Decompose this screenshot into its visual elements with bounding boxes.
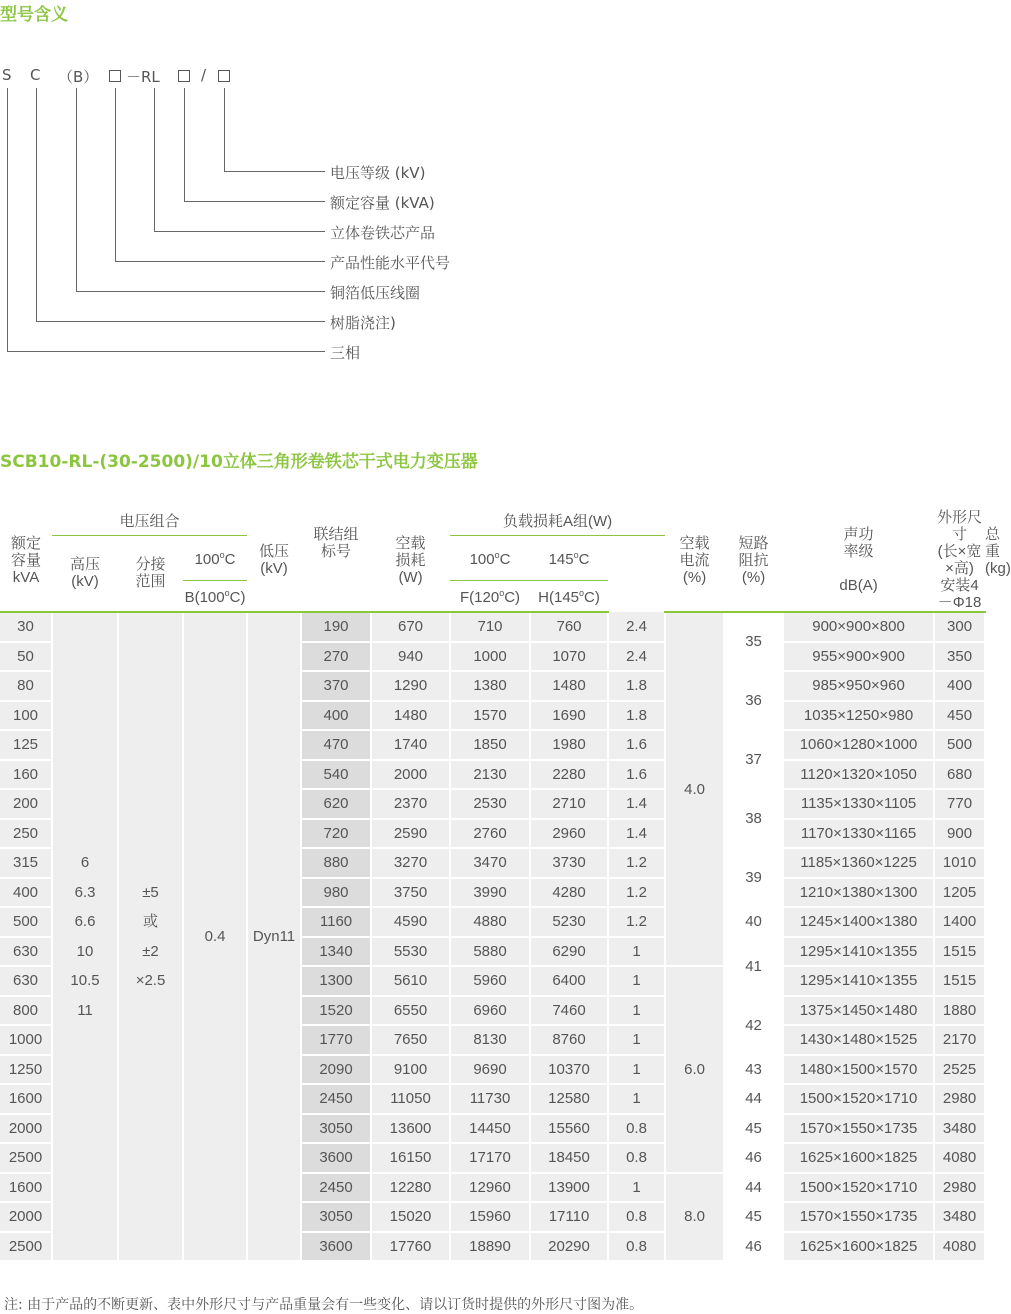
cell-no-load-current: 1 [608, 937, 665, 967]
cell-load-loss-b: 2370 [371, 789, 450, 819]
cell-sound-level: 46 [724, 1143, 783, 1173]
cell-dimensions: 1375×1450×1480 [783, 996, 934, 1026]
cell-load-loss-b: 670 [371, 612, 450, 642]
cell-sound-level: 44 [724, 1084, 783, 1114]
spec-table [0, 509, 1011, 1262]
cell-capacity: 2000 [0, 1114, 52, 1144]
cell-no-load-loss: 2090 [301, 1055, 371, 1085]
legend-performance-code: 产品性能水平代号 [330, 254, 451, 272]
cell-capacity: 125 [0, 730, 52, 760]
cell-dimensions: 1625×1600×1825 [783, 1232, 934, 1262]
cell-capacity: 1600 [0, 1173, 52, 1203]
cell-no-load-loss: 3600 [301, 1232, 371, 1262]
cell-load-loss-h: 12580 [530, 1084, 608, 1114]
cell-weight: 2980 [934, 1084, 985, 1114]
cell-load-loss-f: 9690 [450, 1055, 530, 1085]
cell-dimensions: 955×900×900 [783, 642, 934, 672]
cell-capacity: 400 [0, 878, 52, 908]
cell-sound-level: 36 [724, 671, 783, 730]
cell-hv-values: 6 6.3 6.6 10 10.5 11 [52, 612, 118, 1261]
cell-load-loss-b: 16150 [371, 1143, 450, 1173]
cell-load-loss-f: 4880 [450, 907, 530, 937]
th-sound-unit: dB(A) [839, 577, 878, 594]
cell-load-loss-f: 11730 [450, 1084, 530, 1114]
cell-load-loss-h: 8760 [530, 1025, 608, 1055]
cell-capacity: 30 [0, 612, 52, 642]
cell-dimensions: 1185×1360×1225 [783, 848, 934, 878]
cell-load-loss-f: 2130 [450, 760, 530, 790]
cell-capacity: 160 [0, 760, 52, 790]
th-ll-h-top: 145$^o$C [530, 535, 608, 580]
cell-weight: 1515 [934, 966, 985, 996]
cell-weight: 3480 [934, 1114, 985, 1144]
cell-no-load-current: 0.8 [608, 1114, 665, 1144]
table-title: SCB10-RL-(30-2500)/10立体三角形卷铁芯干式电力变压器 [0, 452, 478, 472]
cell-dimensions: 1500×1520×1710 [783, 1173, 934, 1203]
cell-sound-level: 45 [724, 1114, 783, 1144]
cell-no-load-loss: 2450 [301, 1084, 371, 1114]
cell-load-loss-h: 5230 [530, 907, 608, 937]
cell-no-load-current: 1.8 [608, 701, 665, 731]
cell-load-loss-h: 17110 [530, 1202, 608, 1232]
cell-no-load-current: 1 [608, 1055, 665, 1085]
legend-wound-core: 立体卷铁芯产品 [330, 224, 436, 242]
cell-sound-level: 40 [724, 907, 783, 937]
cell-impedance: 8.0 [665, 1173, 724, 1262]
legend-rated-capacity: 额定容量 (kVA) [330, 194, 435, 212]
cell-no-load-loss: 3050 [301, 1202, 371, 1232]
cell-load-loss-f: 3470 [450, 848, 530, 878]
cell-no-load-current: 1.6 [608, 760, 665, 790]
cell-load-loss-f: 12960 [450, 1173, 530, 1203]
th-load-loss-group: 负载损耗A组(W) [450, 509, 665, 535]
cell-dimensions: 1500×1520×1710 [783, 1084, 934, 1114]
table-body [0, 612, 985, 1261]
th-ll-f-bottom: F(120$^o$C) [450, 580, 530, 612]
cell-load-loss-h: 6290 [530, 937, 608, 967]
cell-load-loss-b: 5610 [371, 966, 450, 996]
cell-load-loss-b: 2000 [371, 760, 450, 790]
cell-weight: 4080 [934, 1143, 985, 1173]
cell-weight: 400 [934, 671, 985, 701]
code-box-capacity [178, 70, 190, 82]
cell-no-load-loss: 3050 [301, 1114, 371, 1144]
cell-capacity: 630 [0, 966, 52, 996]
cell-weight: 1515 [934, 937, 985, 967]
cell-weight: 900 [934, 819, 985, 849]
cell-load-loss-b: 11050 [371, 1084, 450, 1114]
cell-no-load-current: 1 [608, 1173, 665, 1203]
cell-load-loss-f: 2760 [450, 819, 530, 849]
cell-load-loss-h: 4280 [530, 878, 608, 908]
cell-capacity: 630 [0, 937, 52, 967]
th-dimensions: 外形尺寸 (长×宽×高) 安装4－Φ18 [934, 509, 985, 612]
cell-weight: 300 [934, 612, 985, 642]
th-no-load-loss: 空载 损耗 (W) [371, 509, 450, 612]
cell-capacity: 315 [0, 848, 52, 878]
footnote: 注: 由于产品的不断更新、表中外形尺寸与产品重量会有一些变化、请以订货时提供的外形尺寸图为准。 [4, 1297, 644, 1313]
th-lv: 低压 (kV) [247, 509, 301, 612]
cell-weight: 1205 [934, 878, 985, 908]
cell-dimensions: 1060×1280×1000 [783, 730, 934, 760]
code-s: S [2, 66, 12, 84]
th-vector-group: 联结组 标号 [301, 509, 371, 612]
model-meaning-title: 型号含义 [0, 5, 68, 25]
cell-load-loss-f: 1380 [450, 671, 530, 701]
cell-load-loss-b: 12280 [371, 1173, 450, 1203]
cell-no-load-loss: 3600 [301, 1143, 371, 1173]
cell-load-loss-h: 13900 [530, 1173, 608, 1203]
cell-sound-level: 38 [724, 789, 783, 848]
cell-no-load-current: 1.4 [608, 789, 665, 819]
cell-capacity: 250 [0, 819, 52, 849]
cell-capacity: 1600 [0, 1084, 52, 1114]
cell-no-load-current: 1.8 [608, 671, 665, 701]
th-tap-range: 分接 范围 [118, 535, 183, 612]
cell-load-loss-b: 1740 [371, 730, 450, 760]
th-ll-b-bottom: B(100$^o$C) [183, 580, 247, 612]
cell-no-load-current: 1 [608, 996, 665, 1026]
cell-load-loss-f: 5960 [450, 966, 530, 996]
th-impedance: 短路 阻抗 (%) [724, 509, 783, 612]
cell-impedance: 6.0 [665, 966, 724, 1173]
cell-no-load-loss: 1300 [301, 966, 371, 996]
cell-dimensions: 1295×1410×1355 [783, 966, 934, 996]
cell-capacity: 80 [0, 671, 52, 701]
cell-sound-level: 44 [724, 1173, 783, 1203]
cell-load-loss-f: 1000 [450, 642, 530, 672]
cell-no-load-loss: 270 [301, 642, 371, 672]
cell-capacity: 50 [0, 642, 52, 672]
cell-load-loss-h: 3730 [530, 848, 608, 878]
th-no-load-current: 空载 电流 (%) [665, 509, 724, 612]
cell-no-load-current: 0.8 [608, 1202, 665, 1232]
cell-sound-level: 45 [724, 1202, 783, 1232]
cell-load-loss-f: 710 [450, 612, 530, 642]
cell-capacity: 800 [0, 996, 52, 1026]
cell-load-loss-f: 6960 [450, 996, 530, 1026]
cell-load-loss-f: 17170 [450, 1143, 530, 1173]
cell-no-load-loss: 1520 [301, 996, 371, 1026]
legend-voltage-class: 电压等级 (kV) [330, 164, 426, 182]
cell-no-load-loss: 540 [301, 760, 371, 790]
cell-load-loss-h: 18450 [530, 1143, 608, 1173]
th-voltage-group: 电压组合 [52, 509, 247, 535]
code-box-performance [109, 70, 121, 82]
th-sound-label: 声功 率级 [843, 526, 874, 560]
cell-no-load-current: 1.2 [608, 848, 665, 878]
cell-load-loss-b: 15020 [371, 1202, 450, 1232]
cell-load-loss-h: 760 [530, 612, 608, 642]
cell-capacity: 2500 [0, 1143, 52, 1173]
cell-load-loss-f: 8130 [450, 1025, 530, 1055]
cell-sound-level: 35 [724, 612, 783, 671]
cell-load-loss-f: 1850 [450, 730, 530, 760]
cell-load-loss-b: 3270 [371, 848, 450, 878]
cell-load-loss-b: 5530 [371, 937, 450, 967]
cell-no-load-loss: 1340 [301, 937, 371, 967]
cell-vector-value: Dyn11 [247, 612, 301, 1261]
cell-load-loss-b: 1480 [371, 701, 450, 731]
cell-load-loss-b: 17760 [371, 1232, 450, 1262]
cell-no-load-current: 1.2 [608, 907, 665, 937]
cell-weight: 350 [934, 642, 985, 672]
legend-three-phase: 三相 [330, 344, 361, 362]
cell-weight: 500 [934, 730, 985, 760]
cell-lv-value: 0.4 [183, 612, 247, 1261]
cell-load-loss-h: 15560 [530, 1114, 608, 1144]
cell-sound-level: 42 [724, 996, 783, 1055]
cell-dimensions: 985×950×960 [783, 671, 934, 701]
cell-no-load-loss: 980 [301, 878, 371, 908]
th-ll-h-bottom: H(145$^o$C) [530, 580, 608, 612]
cell-sound-level: 46 [724, 1232, 783, 1262]
cell-load-loss-f: 15960 [450, 1202, 530, 1232]
cell-dimensions: 900×900×800 [783, 612, 934, 642]
cell-no-load-current: 0.8 [608, 1232, 665, 1262]
cell-load-loss-h: 2960 [530, 819, 608, 849]
cell-tap-values: ±5 或 ±2 ×2.5 [118, 612, 183, 1261]
cell-no-load-current: 1.2 [608, 878, 665, 908]
cell-no-load-loss: 880 [301, 848, 371, 878]
cell-capacity: 500 [0, 907, 52, 937]
cell-sound-level: 37 [724, 730, 783, 789]
cell-sound-level: 41 [724, 937, 783, 996]
cell-dimensions: 1295×1410×1355 [783, 937, 934, 967]
cell-capacity: 200 [0, 789, 52, 819]
cell-dimensions: 1120×1320×1050 [783, 760, 934, 790]
cell-weight: 3480 [934, 1202, 985, 1232]
cell-weight: 2170 [934, 1025, 985, 1055]
cell-dimensions: 1170×1330×1165 [783, 819, 934, 849]
cell-weight: 2980 [934, 1173, 985, 1203]
cell-weight: 2525 [934, 1055, 985, 1085]
cell-weight: 450 [934, 701, 985, 731]
th-hv: 高压 (kV) [52, 535, 118, 612]
cell-no-load-current: 1.4 [608, 819, 665, 849]
cell-load-loss-h: 10370 [530, 1055, 608, 1085]
cell-no-load-loss: 1160 [301, 907, 371, 937]
cell-load-loss-f: 14450 [450, 1114, 530, 1144]
cell-load-loss-b: 4590 [371, 907, 450, 937]
cell-capacity: 2500 [0, 1232, 52, 1262]
cell-load-loss-h: 6400 [530, 966, 608, 996]
cell-dimensions: 1135×1330×1105 [783, 789, 934, 819]
cell-load-loss-b: 2590 [371, 819, 450, 849]
cell-load-loss-h: 2710 [530, 789, 608, 819]
legend-copper-foil: 铜箔低压线圈 [330, 284, 421, 302]
cell-load-loss-h: 1980 [530, 730, 608, 760]
cell-load-loss-h: 7460 [530, 996, 608, 1026]
cell-load-loss-f: 1570 [450, 701, 530, 731]
table-header: 额定 容量 kVA 电压组合 低压 (kV) 联结组 标号 空载 损耗 (W) 负载损耗A组(W) 空载 电流 (%) 短路 阻抗 (%) 声功 率级 dB(A) 外形尺寸 (长×宽×高) 安装4－Φ18 总重 (kg) 高压 (kV) 分接 范围 100$^o$C 100$^o$C 145$^o$C B(100$^o$C) F(120$^o$C) H(145$^o$C) [0, 509, 985, 612]
code-box-voltage [218, 70, 230, 82]
cell-weight: 770 [934, 789, 985, 819]
cell-load-loss-f: 18890 [450, 1232, 530, 1262]
table-row [0, 612, 985, 642]
cell-no-load-loss: 720 [301, 819, 371, 849]
cell-capacity: 1250 [0, 1055, 52, 1085]
cell-capacity: 100 [0, 701, 52, 731]
cell-no-load-loss: 620 [301, 789, 371, 819]
cell-dimensions: 1210×1380×1300 [783, 878, 934, 908]
cell-dimensions: 1430×1480×1525 [783, 1025, 934, 1055]
cell-no-load-current: 1.6 [608, 730, 665, 760]
cell-load-loss-h: 1690 [530, 701, 608, 731]
cell-load-loss-b: 6550 [371, 996, 450, 1026]
cell-load-loss-b: 1290 [371, 671, 450, 701]
cell-no-load-current: 2.4 [608, 642, 665, 672]
cell-capacity: 2000 [0, 1202, 52, 1232]
cell-no-load-loss: 2450 [301, 1173, 371, 1203]
cell-weight: 1010 [934, 848, 985, 878]
cell-load-loss-b: 7650 [371, 1025, 450, 1055]
cell-load-loss-h: 1480 [530, 671, 608, 701]
code-b: （B） [58, 68, 99, 86]
cell-sound-level: 39 [724, 848, 783, 907]
cell-load-loss-h: 2280 [530, 760, 608, 790]
cell-no-load-loss: 370 [301, 671, 371, 701]
code-rl: －RL [126, 68, 160, 86]
cell-no-load-current: 2.4 [608, 612, 665, 642]
cell-load-loss-f: 5880 [450, 937, 530, 967]
cell-load-loss-f: 2530 [450, 789, 530, 819]
cell-dimensions: 1035×1250×980 [783, 701, 934, 731]
cell-load-loss-h: 20290 [530, 1232, 608, 1262]
cell-no-load-loss: 1770 [301, 1025, 371, 1055]
cell-weight: 4080 [934, 1232, 985, 1262]
cell-weight: 1880 [934, 996, 985, 1026]
cell-no-load-loss: 400 [301, 701, 371, 731]
legend-resin-cast: 树脂浇注) [330, 314, 396, 332]
code-slash: / [201, 66, 207, 84]
cell-weight: 680 [934, 760, 985, 790]
cell-load-loss-b: 940 [371, 642, 450, 672]
cell-sound-level: 43 [724, 1055, 783, 1085]
cell-load-loss-f: 3990 [450, 878, 530, 908]
cell-dimensions: 1570×1550×1735 [783, 1114, 934, 1144]
th-ll-f-top: 100$^o$C [450, 535, 530, 580]
th-rated-capacity: 额定 容量 kVA [0, 509, 52, 612]
cell-no-load-current: 1 [608, 1025, 665, 1055]
th-ll-b-top: 100$^o$C [183, 535, 247, 580]
cell-load-loss-b: 3750 [371, 878, 450, 908]
cell-capacity: 1000 [0, 1025, 52, 1055]
cell-dimensions: 1245×1400×1380 [783, 907, 934, 937]
cell-no-load-loss: 470 [301, 730, 371, 760]
cell-load-loss-b: 9100 [371, 1055, 450, 1085]
cell-no-load-loss: 190 [301, 612, 371, 642]
cell-dimensions: 1570×1550×1735 [783, 1202, 934, 1232]
cell-weight: 1400 [934, 907, 985, 937]
cell-no-load-current: 1 [608, 966, 665, 996]
th-sound-level [783, 509, 934, 612]
code-c: C [30, 66, 41, 84]
cell-load-loss-h: 1070 [530, 642, 608, 672]
cell-impedance: 4.0 [665, 612, 724, 966]
cell-no-load-current: 0.8 [608, 1143, 665, 1173]
cell-load-loss-b: 13600 [371, 1114, 450, 1144]
cell-dimensions: 1625×1600×1825 [783, 1143, 934, 1173]
cell-dimensions: 1480×1500×1570 [783, 1055, 934, 1085]
cell-no-load-current: 1 [608, 1084, 665, 1114]
